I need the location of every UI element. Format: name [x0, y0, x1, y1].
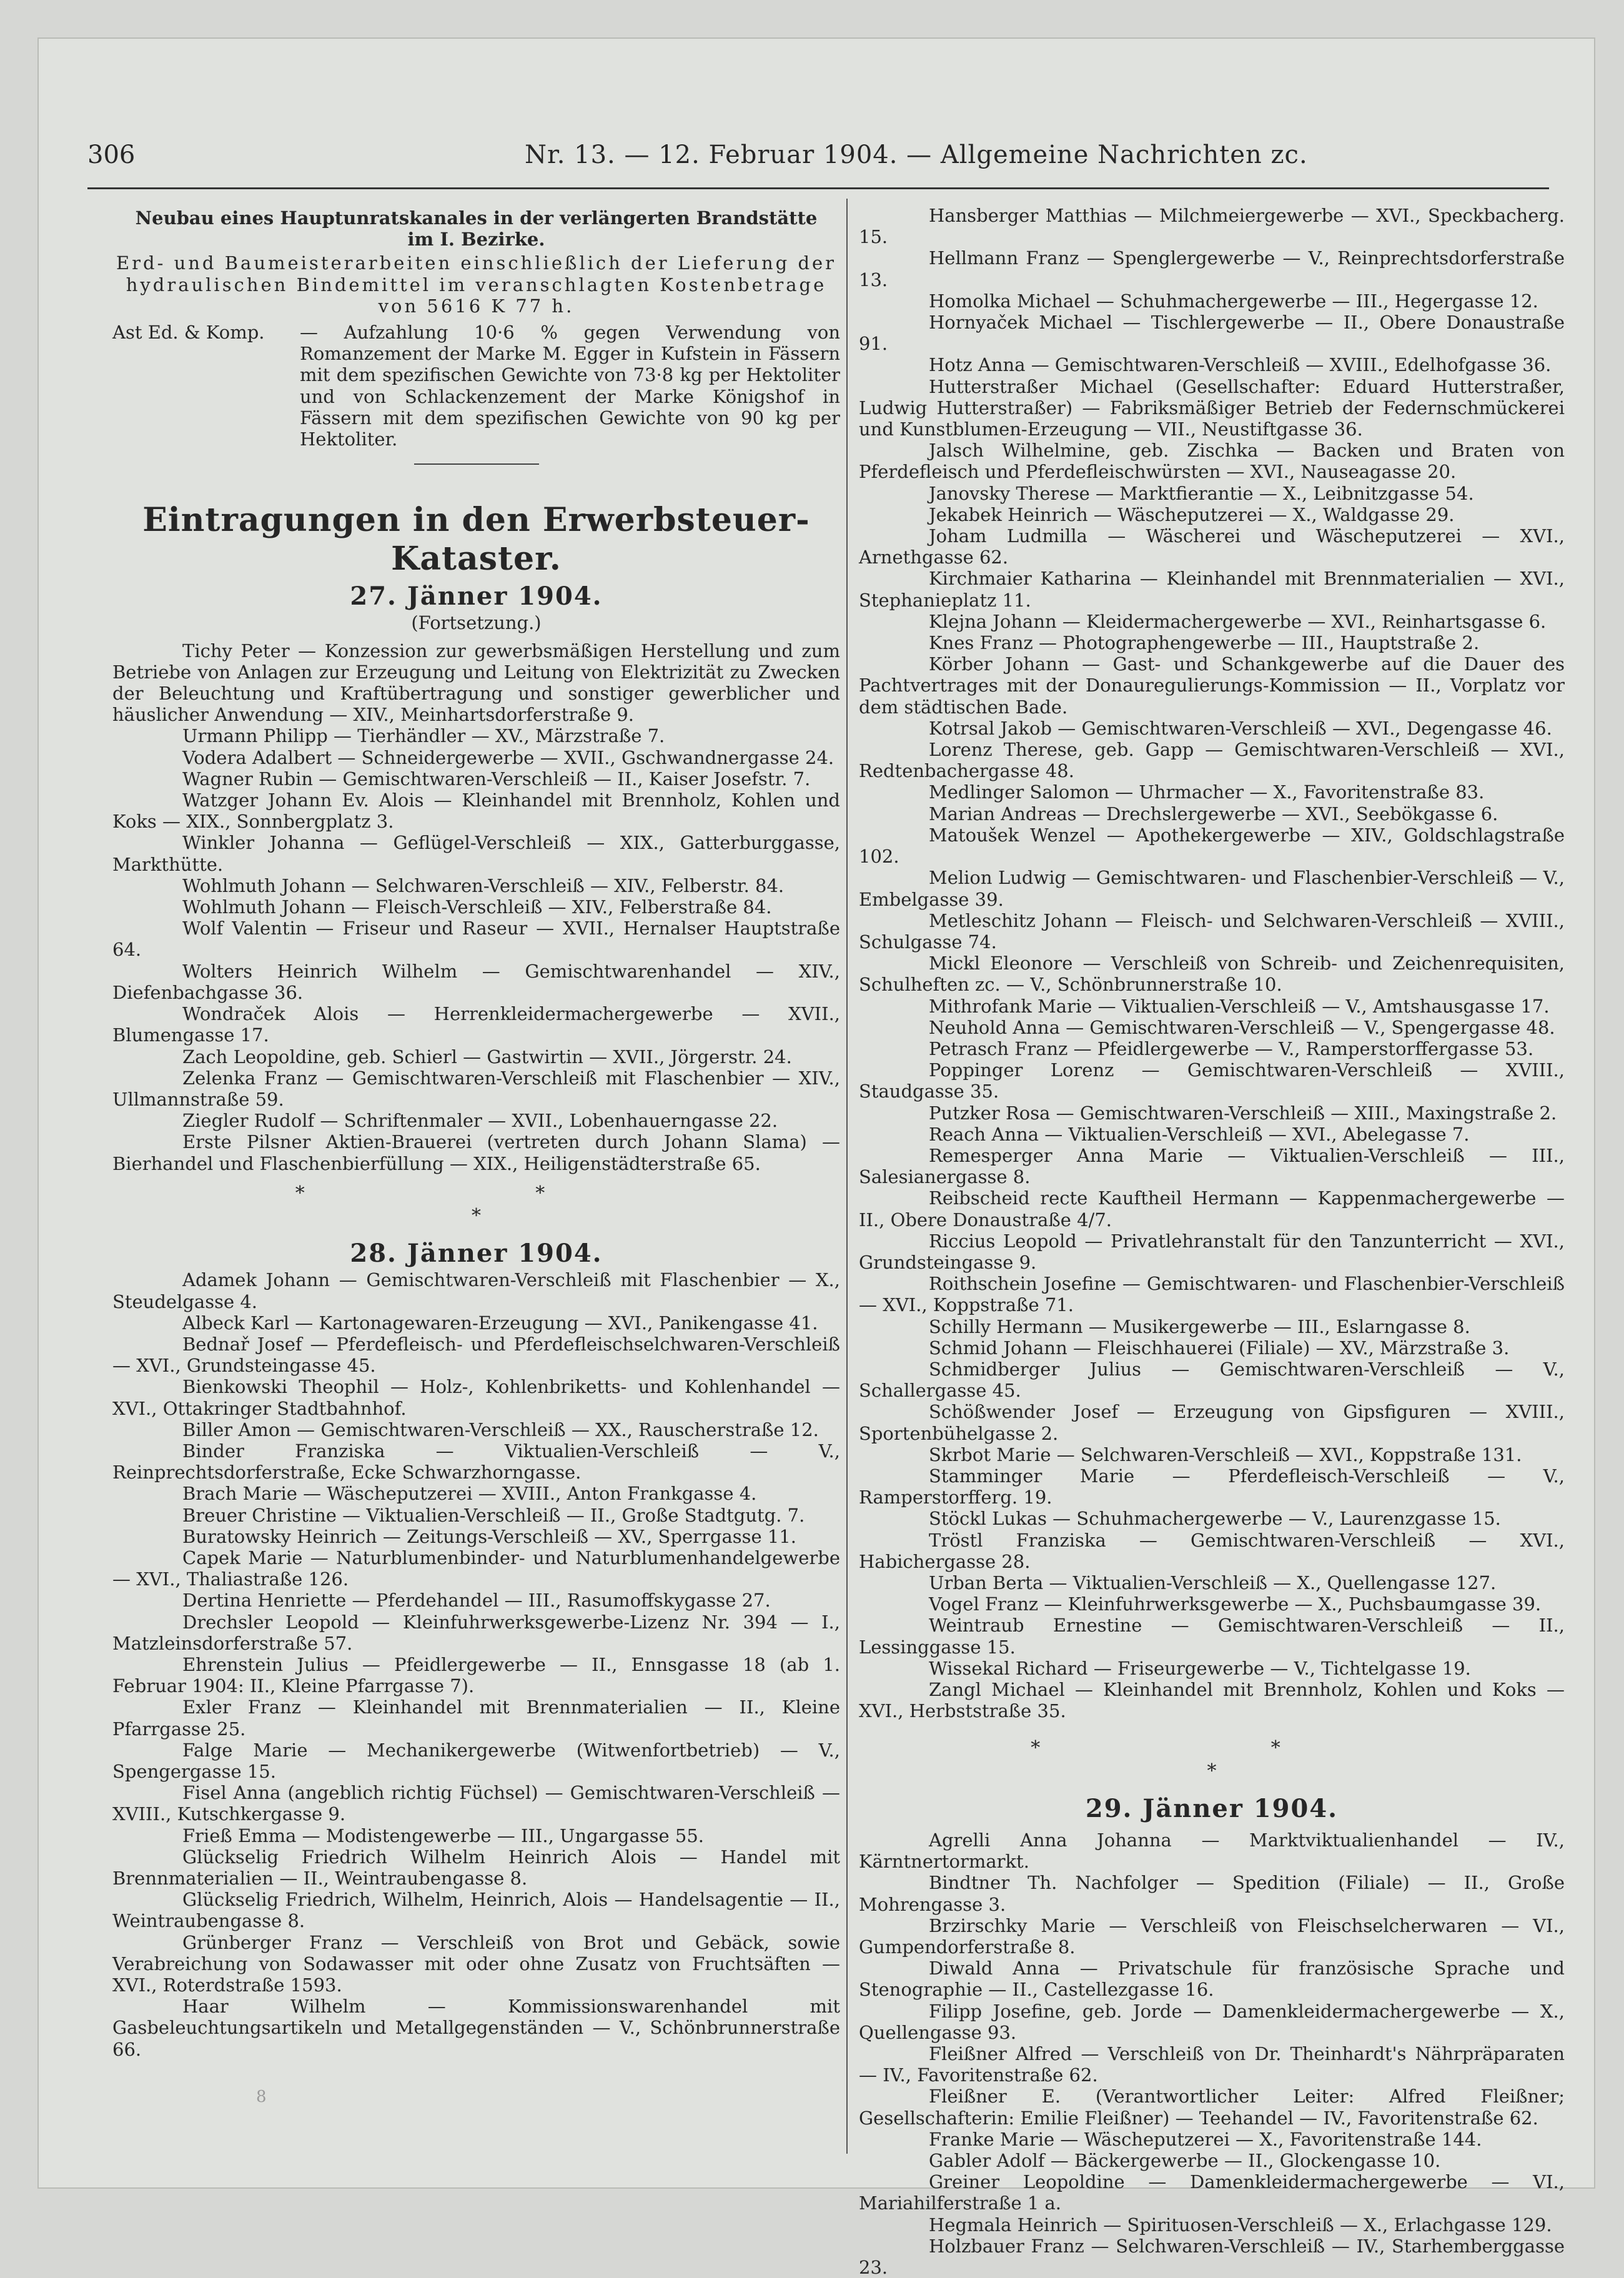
notice-title: Neubau eines Hauptunratskanales in der verlängerten Brandstätte im I. Bezirke. — [135, 207, 818, 250]
entry: Hellmann Franz — Spenglergewerbe — V., Reinprechtsdorferstraße 13. — [859, 247, 1565, 290]
continued-label: (Fortsetzung.) — [411, 612, 542, 634]
entry: Klejna Johann — Kleidermachergewerbe — XVI., Reinhartsgasse 6. — [929, 610, 1547, 632]
entry: Stöckl Lukas — Schuhmachergewerbe — V., Laurenzgasse 15. — [929, 1508, 1501, 1530]
entry: Jalsch Wilhelmine, geb. Zischka — Backen und Braten von Pferdefleisch und Pferdefleischwürsten — XVI., Nauseagasse 20. — [859, 440, 1565, 483]
date-heading-27: 27. Jänner 1904. — [350, 582, 603, 612]
header-rule — [87, 187, 1549, 189]
main-heading: Eintragungen in den Erwerbsteuer-Kataster. — [142, 501, 810, 578]
entry: Weintraub Ernestine — Gemischtwaren-Verschleiß — II., Lessinggasse 15. — [859, 1615, 1565, 1658]
entry: Vodera Adalbert — Schneidergewerbe — XVII., Gschwandnergasse 24. — [182, 746, 834, 768]
entry: Winkler Johanna — Geflügel-Verschleiß — XIX., Gatterburggasse, Markthütte. — [112, 832, 840, 875]
footer-mark: 8 — [256, 2087, 267, 2106]
entry: Diwald Anna — Privatschule für französische Sprache und Stenographie — II., Castellezgasse 16. — [859, 1958, 1565, 2001]
entry: Knes Franz — Photographengewerbe — III., Hauptstraße 2. — [929, 632, 1480, 654]
page-number: 306 — [87, 141, 136, 169]
entry: Lorenz Therese, geb. Gapp — Gemischtwaren-Verschleiß — XVI., Redtenbachergasse 48. — [859, 739, 1565, 782]
entry: Hornyaček Michael — Tischlergewerbe — II., Obere Donaustraße 91. — [859, 312, 1565, 355]
entry: Biller Amon — Gemischtwaren-Verschleiß — XX., Rauscherstraße 12. — [182, 1419, 819, 1440]
separator-stars-right: * * — [1031, 1737, 1393, 1760]
entry: Buratowsky Heinrich — Zeitungs-Verschleiß — XV., Sperrgasse 11. — [182, 1525, 796, 1547]
bidder-name: Ast Ed. & Komp. — [112, 322, 265, 344]
short-rule — [414, 463, 539, 465]
entry: Urban Berta — Viktualien-Verschleiß — X., Quellengasse 127. — [929, 1572, 1497, 1593]
entry: Jekabek Heinrich — Wäscheputzerei — X., Waldgasse 29. — [929, 503, 1455, 525]
entry: Glückselig Friedrich Wilhelm Heinrich Alois — Handel mit Brennmaterialien — II., Weintraubengasse 8. — [112, 1846, 840, 1889]
entry: Poppinger Lorenz — Gemischtwaren-Verschleiß — XVIII., Staudgasse 35. — [859, 1059, 1565, 1102]
entry: Exler Franz — Kleinhandel mit Brennmaterialien — II., Kleine Pfarrgasse 25. — [112, 1696, 840, 1740]
entry: Joham Ludmilla — Wäscherei und Wäscheputzerei — XVI., Arnethgasse 62. — [859, 525, 1565, 568]
entry: Wissekal Richard — Friseurgewerbe — V., Tichtelgasse 19. — [929, 1657, 1471, 1679]
entry: Bienkowski Theophil — Holz-, Kohlenbriketts- und Kohlenhandel — XVI., Ottakringer Stadtbahnhof. — [112, 1376, 840, 1419]
column-divider — [846, 199, 848, 2154]
entry: Roithschein Josefine — Gemischtwaren- und Flaschenbier-Verschleiß — XVI., Koppstraße 71. — [859, 1273, 1565, 1316]
separator-star-right: * — [1207, 1760, 1217, 1782]
entry: Drechsler Leopold — Kleinfuhrwerksgewerbe-Lizenz Nr. 394 — I., Matzleinsdorferstraße 57. — [112, 1611, 840, 1654]
entry: Reach Anna — Viktualien-Verschleiß — XVI., Abelegasse 7. — [929, 1123, 1470, 1145]
entry: Metleschitz Johann — Fleisch- und Selchwaren-Verschleiß — XVIII., Schulgasse 74. — [859, 909, 1565, 953]
entry: Tröstl Franziska — Gemischtwaren-Verschleiß — XVI., Habichergasse 28. — [859, 1529, 1565, 1572]
entry: Haar Wilhelm — Kommissionswarenhandel mit Gasbeleuchtungsartikeln und Metallgegenständen — V., Schönbrunnerstraße 66. — [112, 1996, 840, 2060]
entry: Albeck Karl — Kartonagewaren-Erzeugung — XVI., Panikengasse 41. — [182, 1312, 818, 1334]
entry: Reibscheid recte Kauftheil Hermann — Kappenmachergewerbe — II., Obere Donaustraße 4/7. — [859, 1187, 1565, 1231]
entry: Janovsky Therese — Marktfierantie — X., Leibnitzgasse 54. — [929, 482, 1474, 504]
entry: Binder Franziska — Viktualien-Verschleiß — V., Reinprechtsdorferstraße, Ecke Schwarzhorngasse. — [112, 1440, 840, 1483]
entry: Watzger Johann Ev. Alois — Kleinhandel mit Brennholz, Kohlen und Koks — XIX., Sonnbergplatz 3. — [112, 790, 840, 833]
entry: Mickl Eleonore — Verschleiß von Schreib- und Zeichenrequisiten, Schulheften zc. — V., Schönbrunnerstraße 10. — [859, 953, 1565, 996]
running-title: Nr. 13. — 12. Februar 1904. — Allgemeine Nachrichten zc. — [525, 141, 1308, 169]
entry: Homolka Michael — Schuhmachergewerbe — III., Hegergasse 12. — [929, 290, 1538, 312]
entry: Remesperger Anna Marie — Viktualien-Verschleiß — III., Salesianergasse 8. — [859, 1144, 1565, 1188]
entry: Falge Marie — Mechanikergewerbe (Witwenfortbetrieb) — V., Spengergasse 15. — [112, 1739, 840, 1782]
entry: Fisel Anna (angeblich richtig Füchsel) — Gemischtwaren-Verschleiß — XVIII., Kutschkergasse 9. — [112, 1782, 840, 1825]
left-column — [112, 205, 840, 2060]
entry: Marian Andreas — Drechslergewerbe — XVI., Seebökgasse 6. — [929, 803, 1498, 825]
entry: Fleißner E. (Verantwortlicher Leiter: Alfred Fleißner; Gesellschafterin: Emilie Fleißner) — Teehandel — IV., Favoritenstraße 62. — [859, 2086, 1565, 2129]
entries-27 — [112, 640, 840, 1174]
entry: Hansberger Matthias — Milchmeiergewerbe — XVI., Speckbacherg. 15. — [859, 205, 1565, 248]
date-heading-28: 28. Jänner 1904. — [350, 1239, 603, 1269]
entry: Dertina Henriette — Pferdehandel — III., Rasumoffskygasse 27. — [182, 1590, 771, 1612]
entry: Glückselig Friedrich, Wilhelm, Heinrich, Alois — Handelsagentie — II., Weintraubengasse 8. — [112, 1889, 840, 1932]
entry: Grünberger Franz — Verschleiß von Brot und Gebäck, sowie Verabreichung von Sodawasser mit oder ohne Zusatz von Fruchtsäften — XVI., Roterdstraße 1593. — [112, 1931, 840, 1996]
offer-text: — Aufzahlung 10·6 % gegen Verwendung von Romanzement der Marke M. Egger in Kufstein in Fässern mit dem spezifischen Gewichte von 73·8 kg per Hektoliter und von Schlackenzement der Marke Königshof in Fässern mit dem spezifischen Gewichte von 90 kg per Hektoliter. — [300, 322, 840, 450]
notice-offer — [112, 322, 840, 450]
entry: Putzker Rosa — Gemischtwaren-Verschleiß — XIII., Maxingstraße 2. — [929, 1102, 1557, 1124]
entry: Ziegler Rudolf — Schriftenmaler — XVII., Lobenhauerngasse 22. — [182, 1110, 778, 1132]
entry: Stamminger Marie — Pferdefleisch-Verschleiß — V., Ramperstorfferg. 19. — [859, 1465, 1565, 1508]
entry: Schilly Hermann — Musikergewerbe — III., Eslarngasse 8. — [929, 1315, 1470, 1337]
entry: Gabler Adolf — Bäckergewerbe — II., Glockengasse 10. — [929, 2150, 1441, 2172]
entry: Brach Marie — Wäscheputzerei — XVIII., Anton Frankgasse 4. — [182, 1483, 757, 1505]
entry: Urmann Philipp — Tierhändler — XV., Märzstraße 7. — [182, 725, 665, 747]
entry: Frieß Emma — Modistengewerbe — III., Ungargasse 55. — [182, 1825, 704, 1846]
entry: Bednař Josef — Pferdefleisch- und Pferdefleischselchwaren-Verschleiß — XVI., Grundsteingasse 45. — [112, 1333, 840, 1377]
entry: Wohlmuth Johann — Fleisch-Verschleiß — XIV., Felberstraße 84. — [182, 896, 772, 918]
separator-star: * — [472, 1204, 481, 1227]
entry: Matoušek Wenzel — Apothekergewerbe — XIV., Goldschlagstraße 102. — [859, 824, 1565, 868]
entry: Brzirschky Marie — Verschleiß von Fleischselcherwaren — VI., Gumpendorferstraße 8. — [859, 1914, 1565, 1958]
entry: Wagner Rubin — Gemischtwaren-Verschleiß — II., Kaiser Josefstr. 7. — [182, 768, 811, 790]
entry: Filipp Josefine, geb. Jorde — Damenkleidermachergewerbe — X., Quellengasse 93. — [859, 2000, 1565, 2043]
entry: Franke Marie — Wäscheputzerei — X., Favoritenstraße 144. — [929, 2128, 1482, 2150]
entry: Holzbauer Franz — Selchwaren-Verschleiß — IV., Starhemberggasse 23. — [859, 2235, 1565, 2278]
entry: Wondraček Alois — Herrenkleidermachergewerbe — XVII., Blumengasse 17. — [112, 1003, 840, 1046]
notice-work: Erd- und Baumeisterarbeiten einschließlich der Lieferung der hydraulischen Bindemittel im veranschlagten Kostenbetrage von 5616 K 77 h. — [116, 252, 837, 317]
entry: Bindtner Th. Nachfolger — Spedition (Filiale) — II., Große Mohrengasse 3. — [859, 1872, 1565, 1915]
entry: Zangl Michael — Kleinhandel mit Brennholz, Kohlen und Koks — XVI., Herbststraße 35. — [859, 1679, 1565, 1722]
entry: Hotz Anna — Gemischtwaren-Verschleiß — XVIII., Edelhofgasse 36. — [929, 354, 1552, 376]
entries-29 — [859, 1830, 1565, 2278]
entry: Mithrofank Marie — Viktualien-Verschleiß — V., Amtshausgasse 17. — [929, 995, 1550, 1017]
entry: Hutterstraßer Michael (Gesellschafter: Eduard Hutterstraßer, Ludwig Hutterstraßer) — Fabriksmäßiger Betrieb der Federnschmückerei und Kunstblumen-Erzeugung — VII., Neustiftgasse 36. — [859, 375, 1565, 440]
entry: Zach Leopoldine, geb. Schierl — Gastwirtin — XVII., Jörgerstr. 24. — [182, 1046, 792, 1067]
entry: Ehrenstein Julius — Pfeidlergewerbe — II., Ennsgasse 18 (ab 1. Februar 1904: II., Kleine Pfarrgasse 7). — [112, 1653, 840, 1697]
entry: Riccius Leopold — Privatlehranstalt für den Tanzunterricht — XVI., Grundsteingasse 9. — [859, 1230, 1565, 1273]
entry: Wolf Valentin — Friseur und Raseur — XVII., Hernalser Hauptstraße 64. — [112, 918, 840, 961]
entry: Medlinger Salomon — Uhrmacher — X., Favoritenstraße 83. — [929, 781, 1485, 803]
page-header — [87, 141, 1549, 178]
entry: Skrbot Marie — Selchwaren-Verschleiß — XVI., Koppstraße 131. — [929, 1444, 1522, 1465]
entry: Körber Johann — Gast- und Schankgewerbe auf die Dauer des Pachtvertrages mit der Donauregulierungs-Kommission — II., Vorplatz vor dem städtischen Bade. — [859, 653, 1565, 718]
entries-28-left — [112, 1269, 840, 2060]
entry: Kotrsal Jakob — Gemischtwaren-Verschleiß — XVI., Degengasse 46. — [929, 717, 1552, 739]
entry: Schmid Johann — Fleischhauerei (Filiale) — XV., Märzstraße 3. — [929, 1337, 1510, 1359]
entry: Breuer Christine — Viktualien-Verschleiß — II., Große Stadtgutg. 7. — [182, 1504, 805, 1526]
right-column — [859, 205, 1565, 2278]
entry: Fleißner Alfred — Verschleiß von Dr. Theinhardt's Nährpräparaten — IV., Favoritenstraße 62. — [859, 2043, 1565, 2086]
entry: Kirchmaier Katharina — Kleinhandel mit Brennmaterialien — XVI., Stephanieplatz 11. — [859, 568, 1565, 611]
entries-28-right — [859, 205, 1565, 1721]
entry: Melion Ludwig — Gemischtwaren- und Flaschenbier-Verschleiß — V., Embelgasse 39. — [859, 867, 1565, 910]
entry: Vogel Franz — Kleinfuhrwerksgewerbe — X., Puchsbaumgasse 39. — [929, 1593, 1542, 1615]
entry: Schmidberger Julius — Gemischtwaren-Verschleiß — V., Schallergasse 45. — [859, 1358, 1565, 1402]
entry: Zelenka Franz — Gemischtwaren-Verschleiß mit Flaschenbier — XIV., Ullmannstraße 59. — [112, 1067, 840, 1110]
entry: Schößwender Josef — Erzeugung von Gipsfiguren — XVIII., Sportenbühelgasse 2. — [859, 1401, 1565, 1444]
entry: Adamek Johann — Gemischtwaren-Verschleiß mit Flaschenbier — X., Steudelgasse 4. — [112, 1269, 840, 1312]
entry: Petrasch Franz — Pfeidlergewerbe — V., Ramperstorffergasse 53. — [929, 1037, 1534, 1059]
separator-stars: * * — [295, 1182, 658, 1204]
date-heading-29: 29. Jänner 1904. — [1085, 1793, 1339, 1823]
entry: Greiner Leopoldine — Damenkleidermachergewerbe — VI., Mariahilferstraße 1 a. — [859, 2171, 1565, 2214]
entry: Wolters Heinrich Wilhelm — Gemischtwarenhandel — XIV., Diefenbachgasse 36. — [112, 960, 840, 1003]
entry: Erste Pilsner Aktien-Brauerei (vertreten durch Johann Slama) — Bierhandel und Flaschenbierfüllung — XIX., Heiligenstädterstraße 65. — [112, 1131, 840, 1174]
entry: Neuhold Anna — Gemischtwaren-Verschleiß — V., Spengergasse 48. — [929, 1016, 1555, 1038]
entry: Tichy Peter — Konzession zur gewerbsmäßigen Herstellung und zum Betriebe von Anlagen zur Erzeugung und Leitung von Elektrizität zu Zwecken der Beleuchtung und Kraftübertragung und sonstiger gewerblicher und häuslicher Anwendung — XIV., Meinhartsdorferstraße 9. — [112, 640, 840, 726]
entry: Hegmala Heinrich — Spirituosen-Verschleiß — X., Erlachgasse 129. — [929, 2214, 1552, 2236]
entry: Capek Marie — Naturblumenbinder- und Naturblumenhandelgewerbe — XVI., Thaliastraße 126. — [112, 1547, 840, 1590]
entry: Wohlmuth Johann — Selchwaren-Verschleiß — XIV., Felberstr. 84. — [182, 874, 785, 896]
entry: Agrelli Anna Johanna — Marktviktualienhandel — IV., Kärntnertormarkt. — [859, 1830, 1565, 1873]
